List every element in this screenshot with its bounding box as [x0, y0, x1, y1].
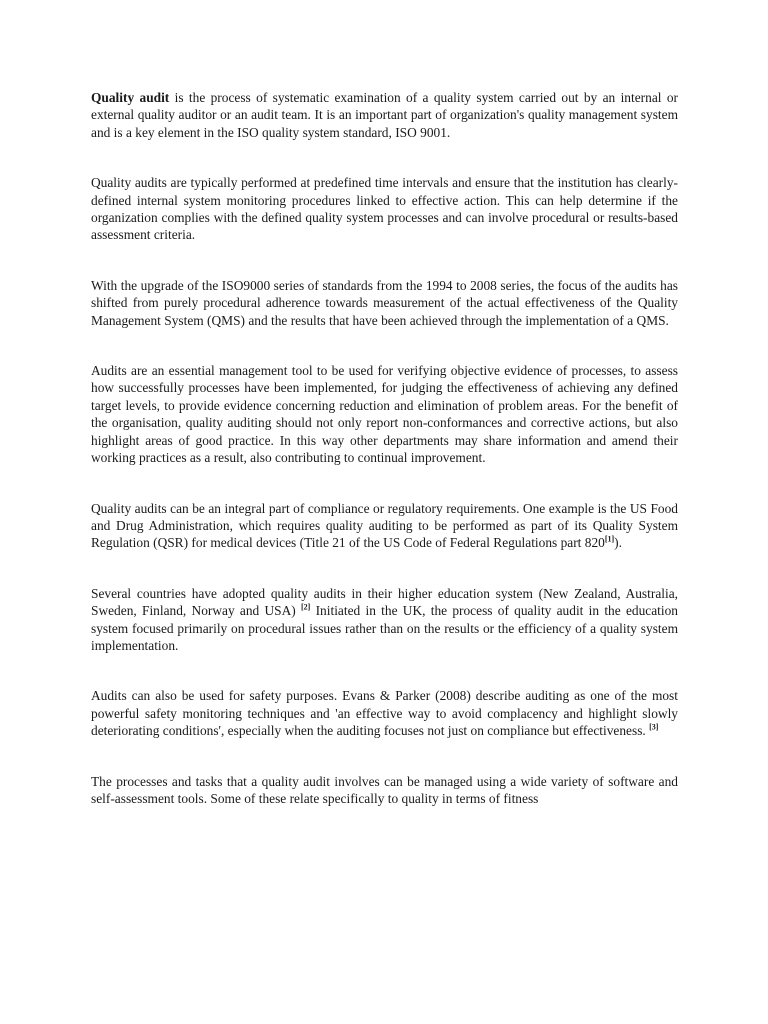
- paragraph-compliance-end: ).: [614, 535, 622, 551]
- paragraph-compliance: [91, 500, 678, 552]
- paragraph-definition: [91, 89, 678, 141]
- reference-3[interactable]: [3]: [649, 722, 659, 732]
- paragraph-education-text: Several countries have adopted quality audits in their higher education system (New Zealand, Australia, Sweden, Finland, Norway and USA): [91, 585, 678, 619]
- reference-1[interactable]: [1]: [604, 534, 615, 544]
- paragraph-tools: The processes and tasks that a quality audit involves can be managed using a wide variety of software and self-assessment tools. Some of these relate specifically to quality in terms of fitness: [91, 773, 678, 806]
- paragraph-safety-text: Audits can also be used for safety purposes. Evans & Parker (2008) describe auditing as one of the most powerful safety monitoring techniques and 'an effective way to avoid complacency and highlight slowly deteriorating conditions', especially when the auditing focuses not just on compliance but effectiveness.: [91, 688, 678, 739]
- paragraph-education-end: Initiated in the UK, the process of quality audit in the education system focused primarily on procedural issues rather than on the results or the efficiency of a quality system implementation.: [91, 603, 678, 653]
- document-page: [91, 89, 678, 807]
- paragraph-safety: [91, 687, 678, 739]
- paragraph-management-tool: Audits are an essential management tool to be used for verifying objective evidence of processes, to assess how successfully processes have been implemented, for judging the effectiveness of achieving any defined target levels, to provide evidence concerning reduction and elimination of problem areas. For the benefit of the organisation, quality auditing should not only report non-conformances and corrective actions, but also highlight areas of good practice. In this way other departments may share information and amend their working practices as a result, also contributing to continual improvement.: [91, 363, 678, 466]
- paragraph-iso-upgrade: With the upgrade of the ISO9000 series of standards from the 1994 to 2008 series, the focus of the audits has shifted from purely procedural adherence towards measurement of the actual effectiveness of the Quality Management System (QMS) and the results that have been achieved through the implementation of a QMS.: [91, 277, 678, 328]
- paragraph-timing: Quality audits are typically performed at predefined time intervals and ensure that the institution has clearly-defined internal system monitoring procedures linked to effective action. This can help determine if the organization complies with the defined quality system processes and can involve procedural or results-based assessment criteria.: [91, 175, 678, 243]
- term-quality-audit: Quality audit: [91, 90, 170, 105]
- reference-2[interactable]: [2]: [301, 602, 311, 612]
- paragraph-compliance-text: Quality audits can be an integral part of compliance or regulatory requirements. One example is the US Food and Drug Administration, which requires quality auditing to be performed as part of its Quality System Regulation (QSR) for medical devices (Title 21 of the US Code of Federal Regulations part 820: [91, 500, 678, 551]
- paragraph-definition-text: is the process of systematic examination of a quality system carried out by an internal or external quality auditor or an audit team. It is an important part of organization's quality management system and is a key element in the ISO quality system standard, ISO 9001.: [91, 90, 678, 140]
- paragraph-education: [91, 585, 678, 655]
